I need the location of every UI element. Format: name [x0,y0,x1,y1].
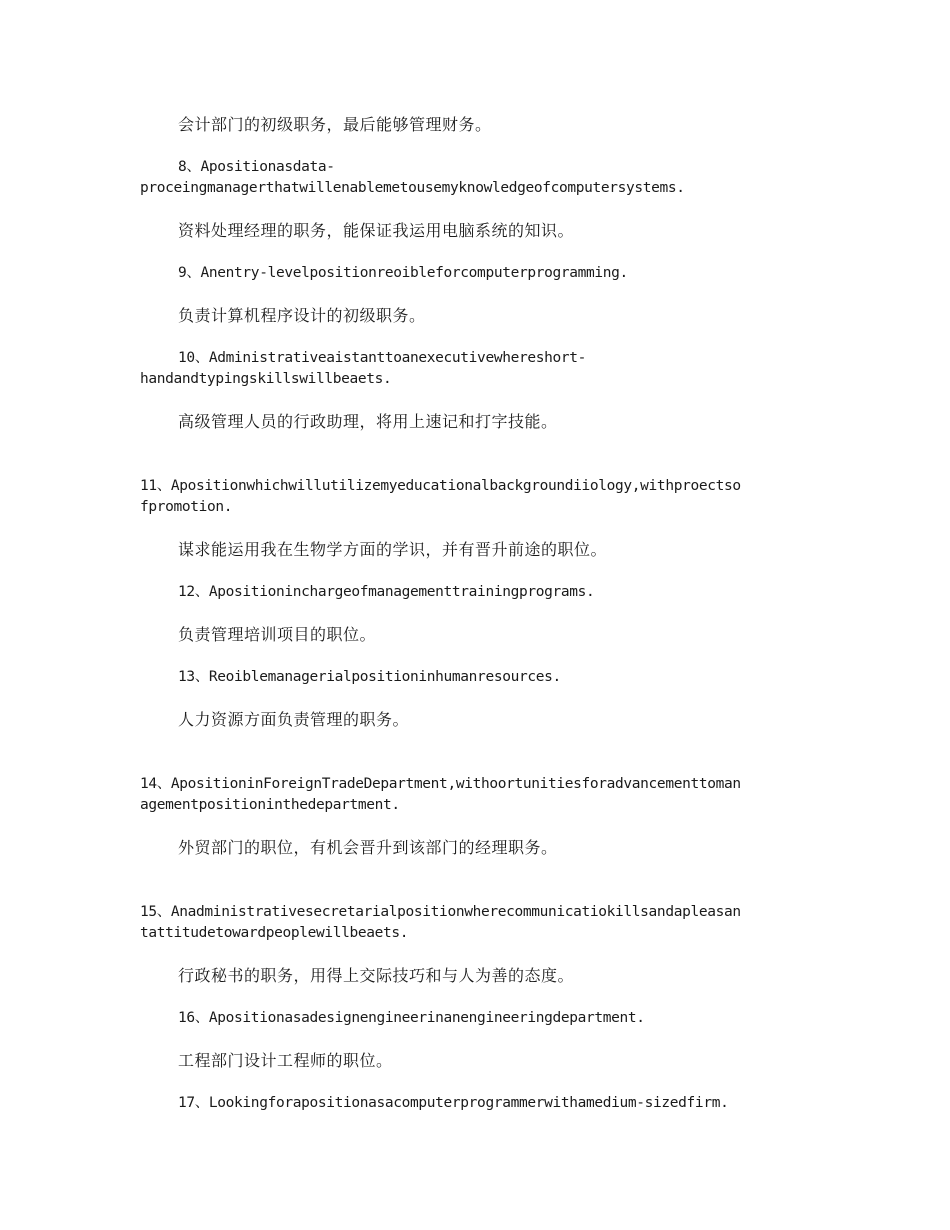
text-line: 8、Apositionasdata- [178,159,335,175]
text-line: proceingmanagerthatwillenablemetousemyknowledgeofcomputersystems. [140,180,685,196]
text-line: 11、Apositionwhichwillutilizemyeducationalbackgroundiiology,withproectso [140,478,741,494]
text-line: 13、Reoiblemanagerialpositioninhumanresources. [178,669,561,685]
text-line: 谋求能运用我在生物学方面的学识，并有晋升前途的职位。 [178,540,608,559]
text-line: handandtypingskillswillbeaets. [140,371,392,387]
text-line: fpromotion. [140,499,233,515]
text-line: 行政秘书的职务，用得上交际技巧和与人为善的态度。 [178,966,575,985]
text-line: 工程部门设计工程师的职位。 [178,1051,393,1070]
text-line: 10、Administrativeaistanttoanexecutivewhereshort- [178,350,586,366]
text-line: 高级管理人员的行政助理，将用上速记和打字技能。 [178,412,558,431]
text-line: 14、ApositioninForeignTradeDepartment,withoortunitiesforadvancementtoman [140,776,741,792]
text-line: 16、Apositionasadesignengineerinanengineeringdepartment. [178,1010,645,1026]
text-line: tattitudetowardpeoplewillbeaets. [140,925,409,941]
text-line: 负责计算机程序设计的初级职务。 [178,306,426,325]
text-line: agementpositioninthedepartment. [140,797,400,813]
text-line: 15、Anadministrativesecretarialpositionwherecommunicatiokillsandapleasan [140,904,741,920]
text-line: 会计部门的初级职务，最后能够管理财务。 [178,115,492,134]
text-line: 9、Anentry-levelpositionreoibleforcomputerprogramming. [178,265,628,281]
text-line: 资料处理经理的职务，能保证我运用电脑系统的知识。 [178,221,575,240]
text-line: 17、Lookingforapositionasacomputerprogrammerwithamedium-sizedfirm. [178,1095,729,1111]
text-line: 负责管理培训项目的职位。 [178,625,377,644]
text-line: 人力资源方面负责管理的职务。 [178,710,410,729]
text-line: 12、Apositioninchargeofmanagementtrainingprograms. [178,584,595,600]
text-line: 外贸部门的职位，有机会晋升到该部门的经理职务。 [178,838,558,857]
